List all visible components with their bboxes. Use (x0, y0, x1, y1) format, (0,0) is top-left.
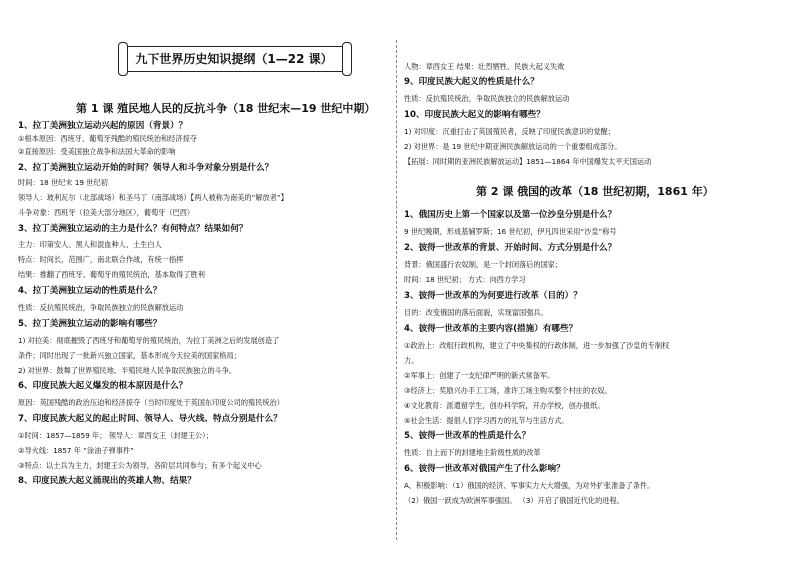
answer-line: 背景：俄国盛行农奴制，是一个封闭落后的国家； (404, 260, 563, 269)
answer-line: ②军事上：创建了一支纪律严明的新式常备军。 (404, 371, 555, 380)
answer-line: ①时间：1857—1859 年； 领导人：章西女王（封建王公）； (18, 431, 213, 440)
question-6: 6、印度民族大起义爆发的根本原因是什么？ (18, 381, 188, 391)
answer-line: ③经济上：奖励兴办手工工场，准许工场主购买整个村庄的农奴。 (404, 386, 612, 395)
answer-line: ③特点：以士兵为主力，封建王公为领导，各阶层共同参与；有多个起义中心 (18, 461, 262, 470)
answer-line: 原因：英国残酷的政治压迫和经济掠夺（当时印度处于英国东印度公司的殖民统治） (18, 398, 284, 407)
answer-line: 人物：章西女王 结果：壮烈牺牲、民族大起义失败 (404, 62, 565, 71)
l2-question-2: 2、彼得一世改革的背景、开始时间、方式分别是什么？ (404, 243, 617, 253)
answer-line: 时间：18 世纪末 19 世纪初 (18, 178, 108, 187)
answer-line: 性质：反抗殖民统治，争取民族独立的民族解放运动 (404, 94, 570, 103)
answer-line: 1) 对印度：沉重打击了英国殖民者，反映了印度民族意识的觉醒； (404, 127, 615, 136)
question-4: 4、拉丁美洲独立运动的性质是什么？ (18, 286, 162, 296)
answer-line: 目的：改变俄国的落后面貌，实现富国强兵。 (404, 308, 548, 317)
question-5: 5、拉丁美洲独立运动的影响有哪些？ (18, 319, 162, 329)
l2-question-1: 1、俄国历史上第一个国家以及第一位沙皇分别是什么？ (404, 210, 617, 220)
question-2: 2、拉丁美洲独立运动开始的时间？领导人和斗争对象分别是什么？ (18, 163, 274, 173)
l2-question-4: 4、彼得一世改革的主要内容(措施）有哪些？ (404, 324, 578, 334)
l2-question-6: 6、彼得一世改革对俄国产生了什么影响？ (404, 464, 565, 474)
answer-line: 2) 对世界：是 19 世纪中期亚洲民族解放运动的一个重要组成部分。 (404, 142, 622, 151)
l2-question-5: 5、彼得一世改革的性质是什么？ (404, 431, 531, 441)
answer-line: （2）俄国一跃成为欧洲军事强国。 （3）开启了俄国近代化的进程。 (404, 496, 624, 505)
answer-line: 结果：推翻了西班牙、葡萄牙的殖民统治，基本取得了胜利 (18, 270, 205, 279)
question-10: 10、印度民族大起义的影响有哪些？ (404, 110, 545, 120)
column-divider (396, 40, 397, 540)
answer-line: 性质：反抗殖民统治，争取民族独立的民族解放运动 (18, 303, 184, 312)
answer-line: 主力：印第安人、黑人和混血种人、土生白人 (18, 240, 162, 249)
answer-line: 时间：18 世纪初； 方式：向西方学习 (404, 275, 526, 284)
question-1: 1、拉丁美洲独立运动兴起的原因（背景）？ (18, 121, 188, 131)
title-banner (125, 42, 345, 76)
answer-line: 领导人：玻利瓦尔（北部战场）和圣马丁（南部战场）【两人被称为南美的“解放者”】 (18, 193, 288, 202)
answer-line: 2) 对世界：鼓舞了世界殖民地、半殖民地人民争取民族独立的斗争。 (18, 366, 237, 375)
lesson2-heading: 第 2 课 俄国的改革（18 世纪初期，1861 年） (476, 185, 714, 198)
question-9: 9、印度民族大起义的性质是什么？ (404, 77, 539, 87)
question-8: 8、印度民族大起义涌现出的英雄人物、结果？ (18, 476, 196, 486)
question-7: 7、印度民族大起义的起止时间、领导人、导火线、特点分别是什么？ (18, 414, 282, 424)
answer-line: ②导火线：1857 年 “涂油子弹事件” (18, 446, 134, 455)
answer-line: 性质：自上而下的封建地主阶级性质的改革 (404, 448, 541, 457)
answer-line: 条件；同时出现了一批新兴独立国家，基本形成今天拉美的国家格局； (18, 351, 241, 360)
answer-line: A、积极影响：（1）俄国的经济、军事实力大大增强，为对外扩张准备了条件。 (404, 481, 655, 490)
answer-line: ①根本原因：西班牙、葡萄牙残酷的殖民统治和经济掠夺 (18, 134, 197, 143)
expansion-note: 【拓展：同时期的亚洲民族解放运动】1851—1864 年中国爆发太平天国运动 (404, 157, 652, 166)
answer-line: 力。 (404, 356, 419, 365)
question-3: 3、拉丁美洲独立运动的主力是什么？有何特点？结果如何？ (18, 224, 248, 234)
lesson1-heading: 第 1 课 殖民地人民的反抗斗争（18 世纪末—19 世纪中期） (76, 102, 376, 115)
answer-line: 1) 对拉美：彻底摧毁了西班牙和葡萄牙的殖民统治，为拉丁美洲之后的发展创造了 (18, 336, 280, 345)
answer-line: ④文化教育：派遣留学生，创办科学院，开办学校，创办报纸。 (404, 401, 605, 410)
answer-line: ②直接原因：受美国独立战争和法国大革命的影响 (18, 147, 176, 156)
answer-line: 斗争对象：西班牙（拉美大部分地区），葡萄牙（巴西） (18, 208, 195, 217)
l2-question-3: 3、彼得一世改革的为何要进行改革（目的）？ (404, 291, 582, 301)
answer-line: 特点：时间长，范围广，南北联合作战，有统一指挥 (18, 255, 184, 264)
answer-line: ⑤社会生活：提倡人们学习西方的礼节与生活方式。 (404, 416, 569, 425)
answer-line: 9 世纪晚期，形成基辅罗斯；16 世纪初，伊凡四世采用“沙皇”称号 (404, 227, 617, 236)
answer-line: ①政治上：改组行政机构，建立了中央集权的行政体制，进一步加强了沙皇的专制权 (404, 341, 670, 350)
page-title: 九下世界历史知识提纲（1—22 课） (135, 52, 333, 66)
